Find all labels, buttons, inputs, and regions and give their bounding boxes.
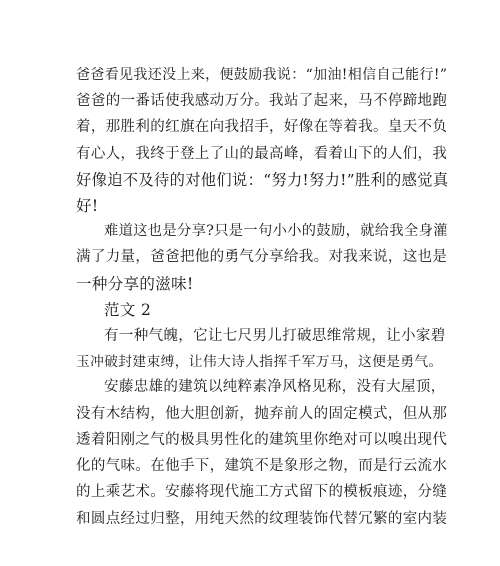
text-line: 一种分享的滋味! [76, 275, 194, 293]
text-line: 安藤忠雄的建筑以纯粹素净风格见称，没有大屋顶， [104, 379, 446, 395]
text-line: 爸爸看见我还没上来，便鼓励我说：“加油!相信自己能行!” [76, 67, 448, 83]
text-line: 爸爸的一番话使我感动万分。我站了起来，马不停蹄地跑 [76, 93, 448, 109]
section-heading: 范文 2 [104, 301, 152, 319]
text-line: 化的气味。在他手下，建筑不是象形之物，而是行云流水 [76, 458, 448, 474]
text-line: 透着阳刚之气的极具男性化的建筑里你绝对可以嗅出现代 [76, 432, 448, 448]
text-line: 满了力量，爸爸把他的勇气分享给我。对我来说，这也是 [76, 249, 448, 265]
text-line: 好! [76, 197, 99, 215]
text-line: 和圆点经过归整，用纯天然的纹理装饰代替冗繁的室内装 [76, 511, 448, 527]
text-line: 着，那胜利的红旗在向我招手，好像在等着我。皇天不负 [76, 119, 448, 135]
text-line: 没有木结构，他大胆创新，抛弃前人的固定模式，但从那 [76, 406, 448, 422]
text-line: 玉冲破封建束缚，让伟大诗人指挥千军万马，这便是勇气。 [76, 354, 443, 370]
text-line: 有心人，我终于登上了山的最高峰，看着山下的人们，我 [76, 146, 448, 162]
text-line: 好像迫不及待的对他们说：“努力!努力!”胜利的感觉真 [76, 171, 449, 189]
text-line: 有一种气魄，它让七尺男儿打破思维常规，让小家碧 [104, 328, 446, 344]
text-line: 难道这也是分享?只是一句小小的鼓励，就给我全身灌 [104, 223, 448, 239]
text-line: 的上乘艺术。安藤将现代施工方式留下的模板痕迹，分缝 [76, 484, 448, 500]
